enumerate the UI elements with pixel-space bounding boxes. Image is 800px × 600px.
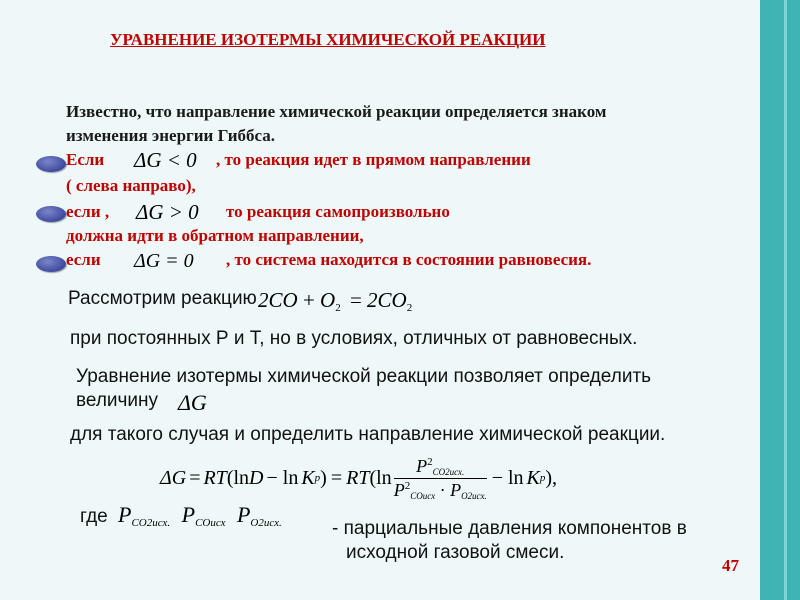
side-accent-line <box>784 0 787 600</box>
reaction-plus: + <box>302 288 315 312</box>
equation-k-1: K <box>301 466 315 489</box>
conditions-text: при постоянных Р и Т, но в условиях, отличных от равновесных. <box>70 328 638 349</box>
case-1-tail: , то реакция идет в прямом направлении <box>216 150 531 169</box>
equation-k-1-subscript: p <box>314 472 321 484</box>
case-1-continuation: ( слева направо), <box>66 176 196 195</box>
reaction-reactant-co: 2CO <box>258 288 298 312</box>
equation-ln-open-1: (ln <box>226 466 250 489</box>
equation-close-2: ), <box>545 466 558 489</box>
equation-d: D <box>249 466 264 489</box>
side-accent-bar <box>760 0 800 600</box>
reaction-product-co2: 2CO <box>367 288 407 312</box>
reaction-reactant-o2: O <box>320 288 336 312</box>
where-label: где <box>80 506 108 527</box>
case-2-continuation: должна идти в обратном направлении, <box>66 226 364 245</box>
reaction-equals: = <box>349 288 362 312</box>
denominator-p-o2: P <box>450 479 462 500</box>
equation-numerator <box>394 456 487 479</box>
reaction-co2-subscript: 2 <box>406 302 413 314</box>
equation-minus-ln-1: − ln <box>266 466 299 489</box>
slide-title: УРАВНЕНИЕ ИЗОТЕРМЫ ХИМИЧЕСКОЙ РЕАКЦИИ <box>110 30 546 49</box>
reaction-equation <box>258 288 412 314</box>
where-p-o2-subscript: O2исх. <box>250 517 282 529</box>
isotherm-equation <box>160 450 557 506</box>
case-3-tail: , то система находится в состоянии равновесия. <box>226 250 592 269</box>
isotherm-symbol: ΔG <box>178 390 207 415</box>
denominator-power: 2 <box>404 479 411 492</box>
isotherm-line-2: величину <box>76 390 159 411</box>
bullet-icon <box>36 256 66 272</box>
intro-line-1: Известно, что направление химической реакции определяется знаком <box>66 102 607 121</box>
partial-pressure-line-2: исходной газовой смеси. <box>346 542 565 563</box>
equation-rt-1: RT <box>203 466 227 489</box>
bullet-icon <box>36 156 66 172</box>
equation-equals-1: = <box>189 466 201 489</box>
equation-minus-ln-2: − ln <box>491 466 524 489</box>
where-p-co2: P <box>118 502 132 527</box>
equation-equals-2: = <box>330 466 343 489</box>
reaction-label: Рассмотрим реакцию <box>68 288 257 309</box>
denominator-p-co: P <box>393 479 405 500</box>
case-2-lead: если , <box>66 202 110 221</box>
denominator-dot: · <box>439 479 446 500</box>
case-3-formula: ΔG = 0 <box>134 250 194 272</box>
numerator-power: 2 <box>427 455 433 468</box>
numerator-p: P <box>416 455 428 476</box>
page-number: 47 <box>722 556 739 575</box>
denominator-o2-subscript: O2исх. <box>461 490 487 501</box>
equation-k-2: K <box>526 466 540 489</box>
equation-ln-open-2: (ln <box>369 466 392 489</box>
case-3-lead: если <box>66 250 101 269</box>
equation-delta-g: ΔG <box>160 466 187 489</box>
equation-denominator <box>394 479 487 501</box>
case-2-tail: то реакция самопроизвольно <box>226 202 450 221</box>
denominator-co-subscript: COисх <box>410 490 436 501</box>
case-1-formula: ΔG < 0 <box>134 148 197 172</box>
reaction-o2-subscript: 2 <box>335 302 341 314</box>
purpose-text: для такого случая и определить направление химической реакции. <box>70 424 666 445</box>
case-1-lead: Если <box>66 150 105 169</box>
partial-pressure-line-1: - парциальные давления компонентов в <box>332 518 687 539</box>
where-p-co: P <box>181 502 196 527</box>
equation-k-2-subscript: p <box>539 472 546 484</box>
equation-rt-2: RT <box>346 466 370 489</box>
equation-fraction <box>394 456 487 501</box>
where-p-o2: P <box>236 502 251 527</box>
where-p-co-subscript: COисх <box>195 517 226 529</box>
where-p-co2-subscript: CO2исх. <box>131 517 171 529</box>
where-partial-pressures <box>118 502 282 529</box>
numerator-subscript: CO2исх. <box>432 466 465 477</box>
case-2-formula: ΔG > 0 <box>136 200 199 224</box>
equation-close-1: ) <box>320 466 327 489</box>
bullet-icon <box>36 206 66 222</box>
isotherm-line-1: Уравнение изотермы химической реакции позволяет определить <box>76 366 652 387</box>
intro-line-2: изменения энергии Гиббса. <box>66 126 276 145</box>
